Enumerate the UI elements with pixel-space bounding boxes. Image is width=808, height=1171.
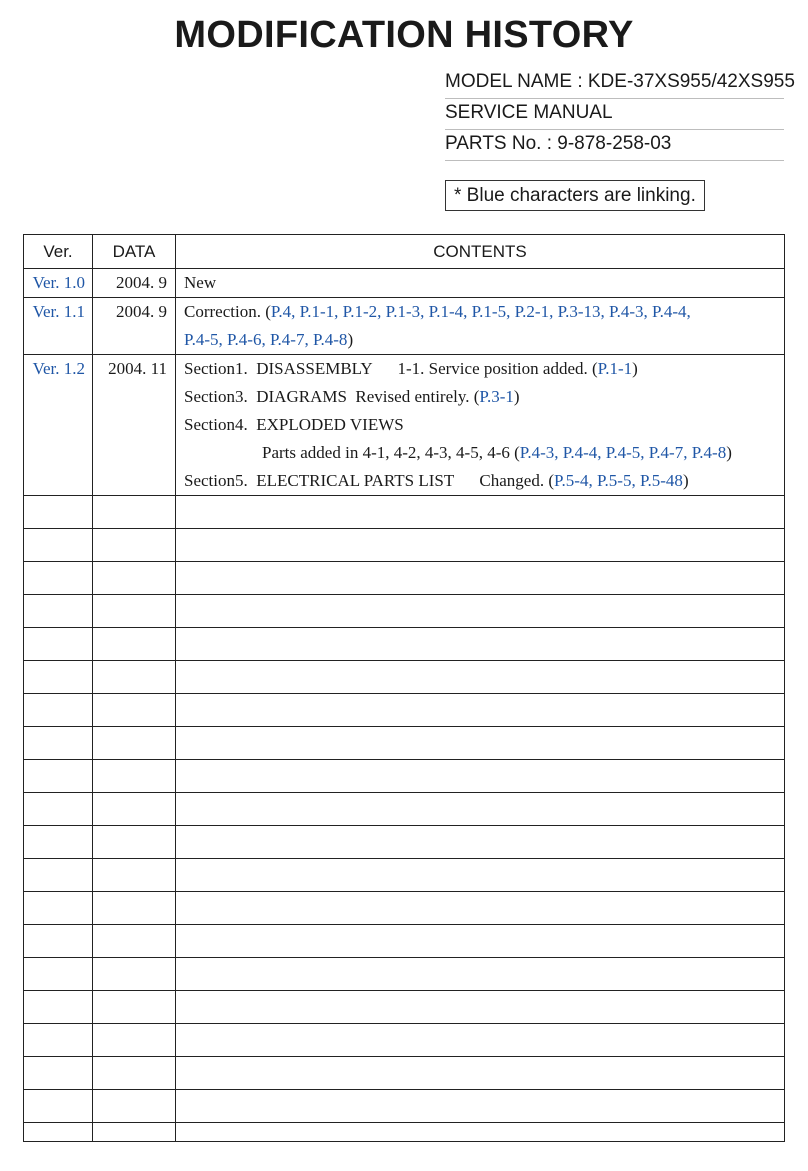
version-link[interactable]: Ver. 1.0	[24, 269, 93, 298]
empty-row	[24, 826, 785, 859]
revision-contents	[176, 269, 785, 298]
empty-row	[24, 892, 785, 925]
empty-cell	[176, 694, 785, 727]
contents-text: )	[726, 443, 732, 462]
empty-cell	[24, 628, 93, 661]
table-header-row	[24, 235, 785, 269]
empty-cell	[24, 1057, 93, 1090]
empty-cell	[24, 760, 93, 793]
table-row	[24, 269, 785, 298]
empty-cell	[93, 496, 176, 529]
contents-line	[184, 326, 784, 354]
table-row	[24, 355, 785, 496]
header-ver: Ver.	[24, 235, 93, 269]
empty-cell	[176, 793, 785, 826]
contents-text: Parts added in 4-1, 4-2, 4-3, 4-5, 4-6 (	[262, 443, 520, 462]
empty-cell	[93, 991, 176, 1024]
model-name: MODEL NAME : KDE-37XS955/42XS955	[445, 68, 784, 99]
contents-text: )	[682, 471, 689, 490]
contents-line	[184, 439, 784, 467]
empty-cell	[24, 562, 93, 595]
empty-cell	[24, 958, 93, 991]
empty-row	[24, 1123, 785, 1142]
contents-text: Section3. DIAGRAMS Revised entirely. (	[184, 387, 480, 406]
empty-row	[24, 727, 785, 760]
empty-cell	[176, 925, 785, 958]
parts-number: PARTS No. : 9-878-258-03	[445, 130, 784, 161]
contents-line	[184, 383, 784, 411]
empty-cell	[176, 595, 785, 628]
empty-cell	[176, 529, 785, 562]
empty-cell	[176, 892, 785, 925]
contents-line	[184, 298, 784, 326]
empty-cell	[93, 793, 176, 826]
page-reference-link[interactable]: P.1-1	[597, 359, 633, 378]
empty-cell	[93, 727, 176, 760]
page-reference-link[interactable]: P.5-4, P.5-5, P.5-48	[553, 471, 683, 490]
empty-cell	[176, 628, 785, 661]
contents-line	[184, 269, 784, 297]
contents-text: Correction. (	[184, 302, 271, 321]
contents-line	[184, 355, 784, 383]
contents-text: )	[513, 387, 520, 406]
empty-cell	[93, 694, 176, 727]
page-reference-link[interactable]: P.4, P.1-1, P.1-2, P.1-3, P.1-4, P.1-5, P.2-1, P.3-13, P.4-3, P.4-4,	[270, 302, 691, 321]
empty-cell	[24, 925, 93, 958]
empty-row	[24, 562, 785, 595]
empty-row	[24, 859, 785, 892]
empty-cell	[24, 595, 93, 628]
empty-cell	[24, 1090, 93, 1123]
empty-cell	[176, 1090, 785, 1123]
empty-row	[24, 991, 785, 1024]
empty-cell	[93, 892, 176, 925]
empty-cell	[24, 991, 93, 1024]
empty-row	[24, 628, 785, 661]
version-link[interactable]: Ver. 1.2	[24, 355, 93, 496]
empty-cell	[176, 991, 785, 1024]
empty-cell	[93, 1090, 176, 1123]
empty-cell	[176, 562, 785, 595]
revision-contents	[176, 298, 785, 355]
revision-date: 2004. 9	[93, 269, 176, 298]
empty-cell	[24, 859, 93, 892]
table-row	[24, 298, 785, 355]
empty-cell	[93, 925, 176, 958]
empty-cell	[24, 661, 93, 694]
revision-date: 2004. 11	[93, 355, 176, 496]
empty-cell	[24, 496, 93, 529]
contents-line	[184, 467, 784, 495]
empty-cell	[93, 760, 176, 793]
empty-cell	[176, 727, 785, 760]
page-title: MODIFICATION HISTORY	[174, 14, 634, 56]
page-reference-link[interactable]: P.4-5, P.4-6, P.4-7, P.4-8	[184, 330, 348, 349]
empty-cell	[93, 1057, 176, 1090]
page-reference-link[interactable]: P.3-1	[479, 387, 514, 406]
empty-cell	[93, 1024, 176, 1057]
empty-cell	[93, 958, 176, 991]
empty-row	[24, 496, 785, 529]
contents-text: Section5. ELECTRICAL PARTS LIST Changed. (	[184, 471, 554, 490]
empty-row	[24, 925, 785, 958]
version-link[interactable]: Ver. 1.1	[24, 298, 93, 355]
empty-cell	[93, 595, 176, 628]
empty-cell	[24, 1024, 93, 1057]
empty-cell	[24, 529, 93, 562]
empty-cell	[93, 628, 176, 661]
contents-text: Section1. DISASSEMBLY 1-1. Service position added. (	[184, 359, 598, 378]
empty-cell	[24, 727, 93, 760]
contents-text: New	[184, 273, 217, 292]
empty-cell	[24, 694, 93, 727]
contents-text: Section4. EXPLODED VIEWS	[184, 415, 404, 434]
empty-cell	[24, 826, 93, 859]
empty-cell	[176, 958, 785, 991]
empty-cell	[176, 760, 785, 793]
empty-cell	[93, 661, 176, 694]
empty-cell	[93, 562, 176, 595]
contents-text: )	[632, 359, 638, 378]
empty-cell	[176, 661, 785, 694]
empty-cell	[24, 793, 93, 826]
empty-cell	[176, 1024, 785, 1057]
empty-cell	[93, 859, 176, 892]
revision-date: 2004. 9	[93, 298, 176, 355]
manual-type: SERVICE MANUAL	[445, 99, 784, 130]
contents-line	[184, 411, 784, 439]
empty-row	[24, 1090, 785, 1123]
empty-cell	[176, 1123, 785, 1142]
link-note: * Blue characters are linking.	[445, 180, 705, 211]
empty-cell	[93, 1123, 176, 1142]
empty-row	[24, 529, 785, 562]
page-reference-link[interactable]: P.4-3, P.4-4, P.4-5, P.4-7, P.4-8	[519, 443, 727, 462]
empty-cell	[176, 1057, 785, 1090]
empty-cell	[176, 496, 785, 529]
empty-row	[24, 661, 785, 694]
empty-cell	[93, 529, 176, 562]
empty-cell	[24, 1123, 93, 1142]
empty-row	[24, 694, 785, 727]
revision-contents	[176, 355, 785, 496]
empty-row	[24, 760, 785, 793]
modification-history-table	[23, 234, 785, 1142]
header-date: DATA	[93, 235, 176, 269]
empty-cell	[93, 826, 176, 859]
contents-text: )	[347, 330, 354, 349]
empty-cell	[24, 892, 93, 925]
empty-cell	[176, 859, 785, 892]
empty-row	[24, 793, 785, 826]
empty-cell	[176, 826, 785, 859]
empty-row	[24, 1024, 785, 1057]
document-meta	[445, 68, 795, 161]
header-contents: CONTENTS	[176, 235, 785, 269]
empty-row	[24, 595, 785, 628]
empty-row	[24, 1057, 785, 1090]
empty-row	[24, 958, 785, 991]
